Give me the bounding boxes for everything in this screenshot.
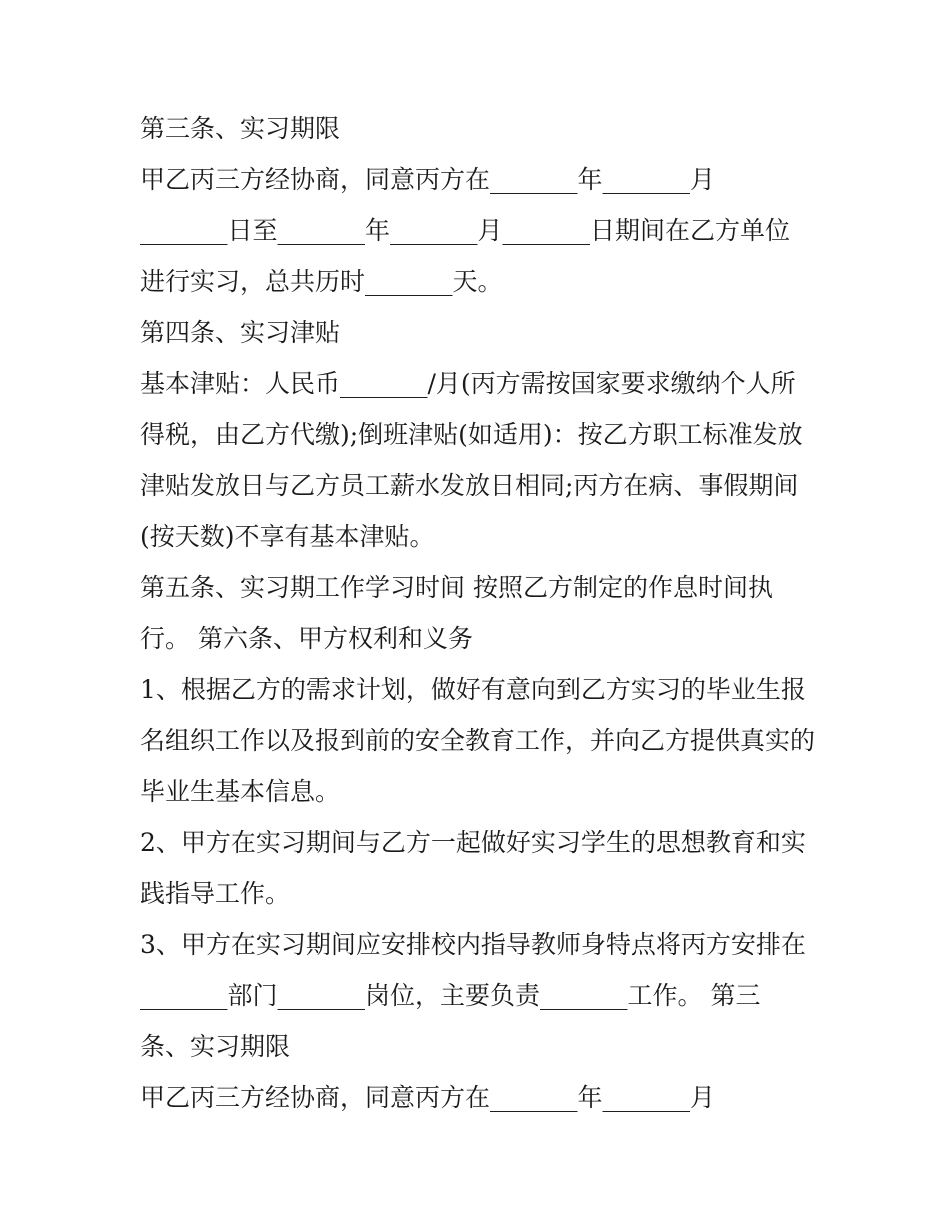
clause-3-text-line: 甲乙丙三方经协商，同意丙方在_______年_______月: [140, 165, 716, 194]
clause-6-heading: 行。 第六条、甲方权利和义务: [140, 624, 473, 653]
clause-6-item-3-line: 3、甲方在实习期间应安排校内指导教师身特点将丙方安排在: [140, 930, 806, 959]
clause-4-text-line: 得税，由乙方代缴);倒班津贴(如适用)：按乙方职工标准发放: [140, 420, 803, 449]
clause-3-text-line: _______日至_______年_______月_______日期间在乙方单位: [140, 216, 791, 245]
repeated-clause-3-heading: 条、实习期限: [140, 1032, 291, 1061]
clause-6-item-3-line: _______部门_______岗位，主要负责_______工作。 第三: [140, 981, 761, 1010]
clause-6-item-2-line: 践指导工作。: [140, 879, 291, 908]
clause-3-text-line: 进行实习，总共历时_______天。: [140, 267, 503, 296]
clause-6-item-1-line: 名组织工作以及报到前的安全教育工作，并向乙方提供真实的: [140, 726, 816, 755]
clause-4-text-line: 津贴发放日与乙方员工薪水发放日相同;丙方在病、事假期间: [140, 471, 799, 500]
clause-3-heading: 第三条、实习期限: [140, 114, 341, 143]
clause-4-heading: 第四条、实习津贴: [140, 318, 341, 347]
clause-5-heading: 第五条、实习期工作学习时间 按照乙方制定的作息时间执: [140, 573, 773, 602]
clause-6-item-2-line: 2、甲方在实习期间与乙方一起做好实习学生的思想教育和实: [140, 828, 806, 857]
clause-4-text-line: 基本津贴：人民币_______/月(丙方需按国家要求缴纳个人所: [140, 369, 796, 398]
clause-6-item-1-line: 1、根据乙方的需求计划，做好有意向到乙方实习的毕业生报: [140, 675, 806, 704]
repeated-clause-3-text-line: 甲乙丙三方经协商，同意丙方在_______年_______月: [140, 1083, 716, 1112]
clause-6-item-1-line: 毕业生基本信息。: [140, 777, 341, 806]
clause-4-text-line: (按天数)不享有基本津贴。: [140, 522, 435, 551]
